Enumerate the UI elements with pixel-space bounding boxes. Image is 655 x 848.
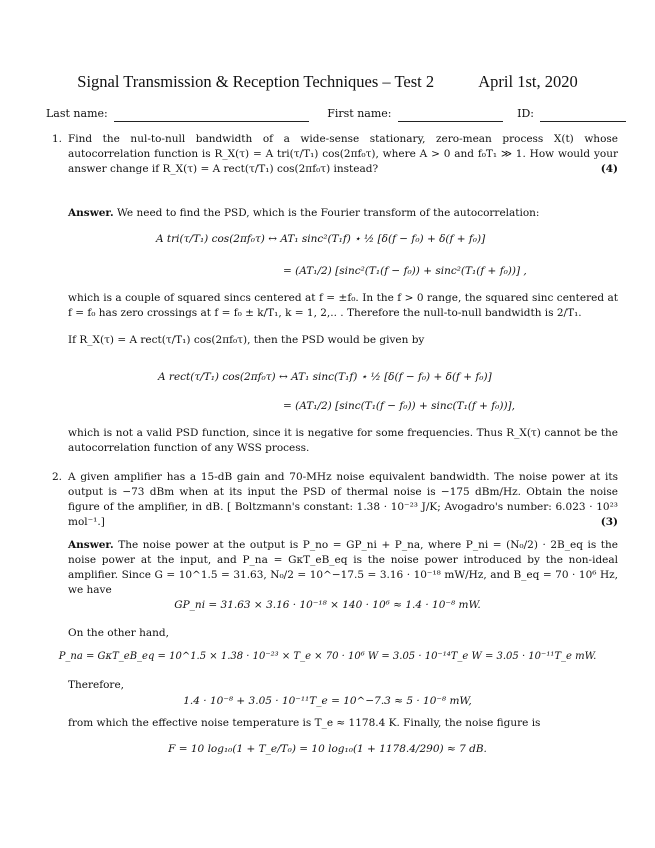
- equation-4: P_na = GκT_eB_eq = 10^1.5 × 1.38 · 10⁻²³ × T_e × 70 · 10⁶ W = 3.05 · 10⁻¹⁴T_e W = 3.05 · 10⁻¹¹T_e mW.: [58, 651, 597, 662]
- name-fields: [46, 106, 626, 122]
- question-text: A given amplifier has a 15-dB gain and 70-MHz noise equivalent bandwidth. The noise power at its output is −73 dBm when at its input the PSD of thermal noise is −175 dBm/Hz. Obtain the noise figure of the amplifier, in dB. [ Boltzmann's constant: 1.38 · 10⁻²³ J/K; Avogadro's number: 6.023 · 10²³ mol⁻¹.]: [68, 471, 618, 528]
- equation-2a: A rect(τ/T₁) cos(2πf₀τ) ↔ AT₁ sinc(T₁f) ⋆ ½ [δ(f − f₀) + δ(f + f₀)]: [158, 371, 492, 383]
- last-name-label: Last name:: [46, 107, 108, 120]
- equation-6: F = 10 log₁₀(1 + T_e/T₀) = 10 log₁₀(1 + 1178.4/290) ≈ 7 dB.: [168, 743, 487, 755]
- question-number: 1.: [52, 133, 63, 145]
- equation-5: 1.4 · 10⁻⁸ + 3.05 · 10⁻¹¹T_e = 10^−7.3 ≈ 5 · 10⁻⁸ mW,: [183, 695, 472, 707]
- equation-1b: = (AT₁/2) [sinc²(T₁(f − f₀)) + sinc²(T₁(f + f₀))] ,: [283, 265, 527, 277]
- answer-1-para1: which is a couple of squared sincs centered at f = ±f₀. In the f > 0 range, the squared sinc centered at f = f₀ has zero crossings at f = f₀ ± k/T₁, k = 1, 2,.. . Therefore the null-to-null bandwidth is 2/T₁.: [68, 292, 618, 319]
- equation-3: GP_ni = 31.63 × 3.16 · 10⁻¹⁸ × 140 · 10⁶ ≈ 1.4 · 10⁻⁸ mW.: [174, 599, 481, 611]
- answer-1-intro: [68, 206, 618, 221]
- answer-label: Answer.: [68, 539, 114, 551]
- answer-2-para2: On the other hand,: [68, 627, 169, 639]
- last-name-field[interactable]: [114, 109, 310, 122]
- answer-2-para4: from which the effective noise temperature is T_e ≈ 1178.4 K. Finally, the noise figure is: [68, 717, 541, 729]
- question-2: [46, 470, 618, 530]
- answer-1-para2: If R_X(τ) = A rect(τ/T₁) cos(2πf₀τ), then the PSD would be given by: [68, 334, 425, 346]
- equation-1a: A tri(τ/T₁) cos(2πf₀τ) ↔ AT₁ sinc²(T₁f) ⋆ ½ [δ(f − f₀) + δ(f + f₀)]: [156, 233, 486, 245]
- equation-2b: = (AT₁/2) [sinc(T₁(f − f₀)) + sinc(T₁(f + f₀))],: [283, 400, 515, 412]
- answer-text: We need to find the PSD, which is the Fourier transform of the autocorrelation:: [116, 207, 540, 219]
- question-points: (3): [600, 515, 618, 528]
- question-number: 2.: [52, 471, 63, 483]
- exam-header: [0, 70, 655, 93]
- exam-date: April 1st, 2020: [478, 72, 578, 91]
- question-text: Find the nul-to-null bandwidth of a wide-sense stationary, zero-mean process X(t) whose autocorrelation function is R_X(τ) = A tri(τ/T₁) cos(2πf₀τ), where A > 0 and f₀T₁ ≫ 1. How would your answer change if R_X(τ) = A rect(τ/T₁) cos(2πf₀τ) instead?: [68, 133, 618, 175]
- answer-label: Answer.: [68, 207, 114, 219]
- exam-title: Signal Transmission & Reception Techniques – Test 2: [77, 72, 435, 91]
- answer-text: The noise power at the output is P_no = GP_ni + P_na, where P_ni = (N₀/2) · 2B_eq is the noise power at the input, and P_na = GκT_eB_eq is the noise power introduced by the non-ideal amplifier. Since G = 10^1.5 = 31.63, N₀/2 = 10^−17.5 = 3.16 · 10⁻¹⁸ mW/Hz, and B_eq = 70 · 10⁶ Hz, we have: [68, 539, 618, 596]
- answer-2-para1: [68, 538, 618, 598]
- answer-2-para3: Therefore,: [68, 679, 124, 691]
- question-points: (4): [600, 162, 618, 175]
- question-1: [46, 132, 618, 177]
- id-label: ID:: [517, 107, 534, 120]
- first-name-field[interactable]: [398, 109, 504, 122]
- first-name-label: First name:: [327, 107, 392, 120]
- answer-1-para3: which is not a valid PSD function, since it is negative for some frequencies. Thus R_X(τ) cannot be the autocorrelation function of any WSS process.: [68, 427, 618, 454]
- id-field[interactable]: [540, 109, 626, 122]
